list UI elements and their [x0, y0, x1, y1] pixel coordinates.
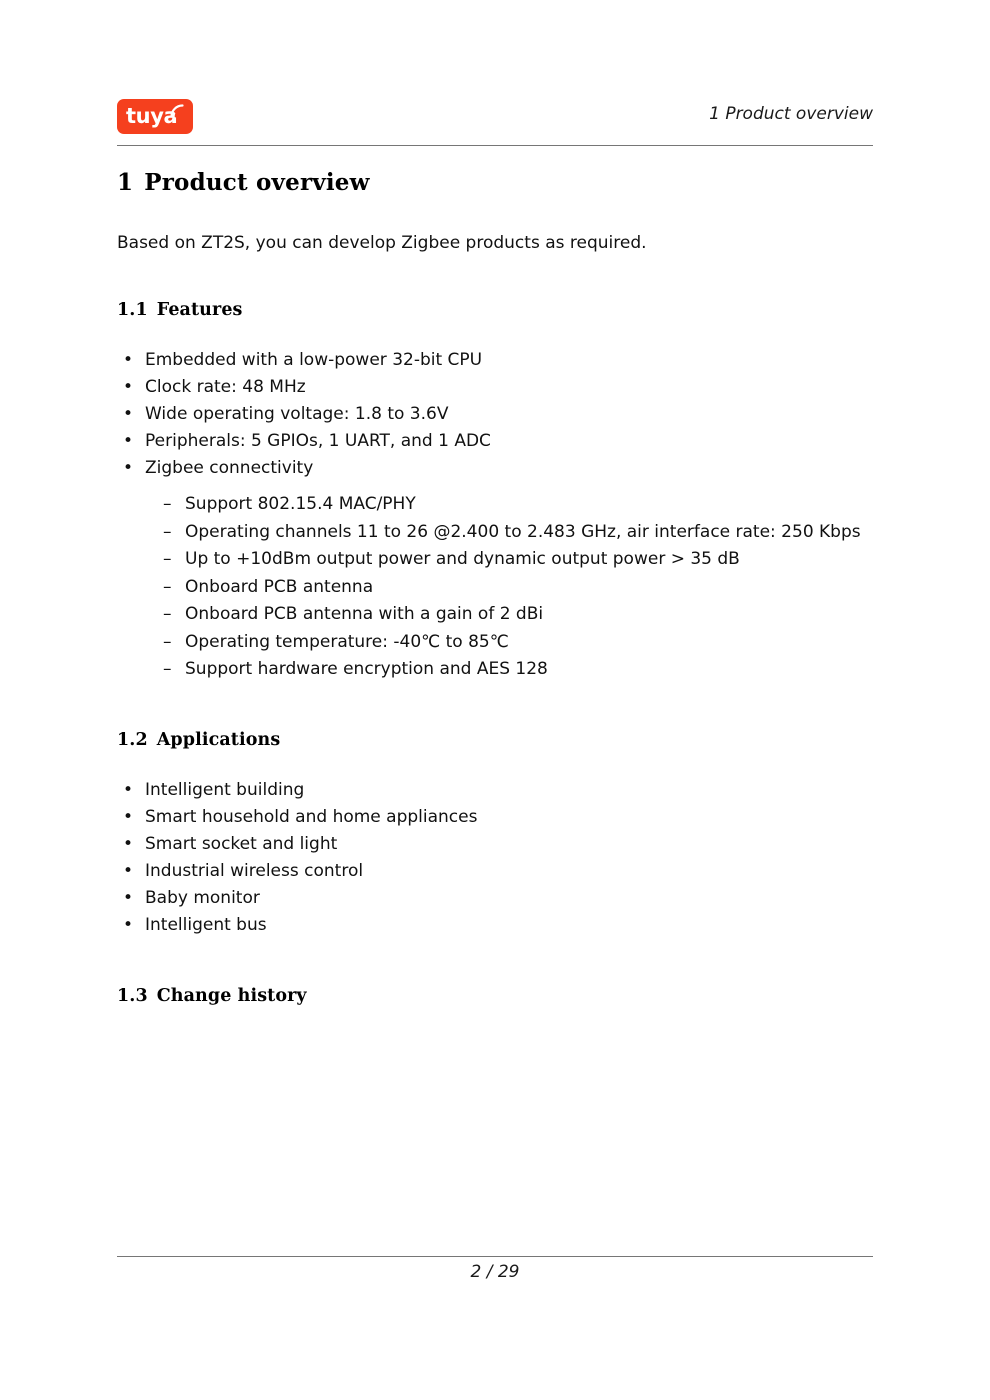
list-item-text: Operating temperature: -40℃ to 85℃: [185, 631, 509, 652]
list-item-text: Embedded with a low-power 32-bit CPU: [145, 350, 483, 370]
list-item: [163, 601, 873, 629]
features-list: [117, 347, 873, 482]
list-item-text: Operating channels 11 to 26 @2.400 to 2.483 GHz, air interface rate: 250 Kbps: [185, 521, 861, 542]
bullet-marker-icon: •: [123, 806, 134, 827]
list-item: [117, 804, 873, 831]
document-body: [117, 168, 873, 1008]
section-title-1-1: Features: [156, 300, 243, 320]
header-divider: [117, 145, 873, 146]
bullet-marker-icon: •: [123, 404, 134, 424]
footer-divider: [117, 1256, 873, 1257]
page-header: [117, 96, 873, 146]
list-item-text: Support hardware encryption and AES 128: [185, 659, 548, 679]
features-sublist: [163, 491, 873, 684]
dash-marker-icon: –: [163, 631, 172, 652]
list-item-text: Wide operating voltage: 1.8 to 3.6V: [145, 404, 449, 424]
dash-marker-icon: –: [163, 494, 172, 514]
dash-marker-icon: –: [163, 604, 172, 624]
list-item-text: Baby monitor: [145, 887, 260, 908]
bullet-marker-icon: •: [123, 458, 134, 478]
list-item-text: Smart household and home appliances: [145, 806, 478, 827]
applications-list: [117, 777, 873, 939]
list-item-text: Peripherals: 5 GPIOs, 1 UART, and 1 ADC: [145, 431, 491, 451]
tuya-logo-wordmark: tuya: [126, 104, 178, 128]
page-title-number: 1: [117, 169, 134, 196]
page-number: 2 / 29: [470, 1262, 520, 1282]
list-item-text: Industrial wireless control: [145, 860, 364, 881]
list-item-text: Clock rate: 48 MHz: [145, 377, 306, 397]
section-heading-change-history: [117, 984, 873, 1008]
page-title: [117, 168, 873, 198]
list-item-text: Onboard PCB antenna with a gain of 2 dBi: [185, 604, 544, 624]
list-item: [117, 347, 873, 374]
bullet-marker-icon: •: [123, 350, 134, 370]
list-item-text: Intelligent building: [145, 779, 305, 800]
list-item: [117, 858, 873, 885]
list-item: [117, 374, 873, 401]
bullet-marker-icon: •: [123, 431, 134, 451]
wifi-arc-icon: [170, 104, 184, 118]
list-item: [163, 656, 873, 684]
bullet-marker-icon: •: [123, 779, 134, 800]
intro-paragraph: Based on ZT2S, you can develop Zigbee products as required.: [117, 233, 647, 253]
list-item: [117, 912, 873, 939]
bullet-marker-icon: •: [123, 914, 134, 935]
list-item: [163, 519, 873, 547]
list-item: [163, 629, 873, 657]
section-heading-features: [117, 298, 873, 322]
page-title-text: Product overview: [144, 169, 370, 196]
list-item-text: Support 802.15.4 MAC/PHY: [185, 494, 416, 514]
list-item: [117, 428, 873, 455]
features-sublist-wrapper: [163, 491, 873, 684]
section-title-1-2: Applications: [156, 729, 281, 750]
section-heading-applications: [117, 728, 873, 752]
list-item: [163, 574, 873, 602]
dash-marker-icon: –: [163, 659, 172, 679]
list-item-text: Onboard PCB antenna: [185, 576, 374, 597]
list-item-text: Smart socket and light: [145, 833, 338, 854]
list-item: [117, 777, 873, 804]
section-number-1-2: 1.2: [117, 729, 148, 750]
list-item: [117, 455, 873, 482]
list-item: [163, 546, 873, 574]
bullet-marker-icon: •: [123, 833, 134, 854]
list-item: [163, 491, 873, 519]
dash-marker-icon: –: [163, 549, 172, 569]
section-title-1-3: Change history: [156, 985, 307, 1006]
list-item-text: Intelligent bus: [145, 914, 267, 935]
header-section-title: 1 Product overview: [709, 104, 873, 124]
bullet-marker-icon: •: [123, 860, 134, 881]
bullet-marker-icon: •: [123, 377, 134, 397]
list-item: [117, 885, 873, 912]
dash-marker-icon: –: [163, 521, 172, 542]
tuya-logo: [117, 99, 193, 134]
list-item: [117, 831, 873, 858]
list-item-text: Zigbee connectivity: [145, 458, 314, 478]
section-number-1-1: 1.1: [117, 300, 148, 320]
dash-marker-icon: –: [163, 576, 172, 597]
list-item-text: Up to +10dBm output power and dynamic output power > 35 dB: [185, 549, 740, 569]
bullet-marker-icon: •: [123, 887, 134, 908]
list-item: [117, 401, 873, 428]
section-number-1-3: 1.3: [117, 985, 148, 1006]
